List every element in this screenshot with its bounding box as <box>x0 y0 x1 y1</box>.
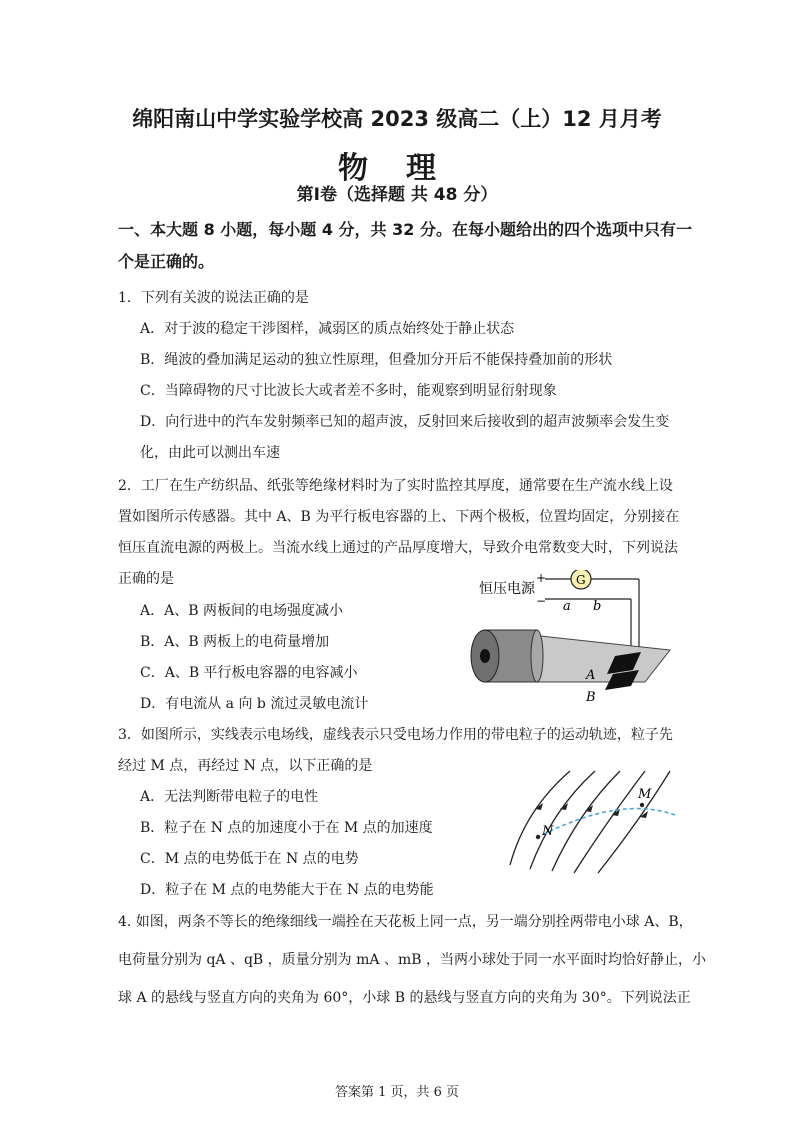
point-n-label: N <box>542 824 554 839</box>
q1-option-a: A．对于波的稳定干涉图样，减弱区的质点始终处于静止状态 <box>140 321 515 337</box>
minus-terminal-label: − <box>536 594 547 608</box>
q2-option-b: B．A、B 两板上的电荷量增加 <box>140 634 330 650</box>
galvanometer-label: G <box>576 573 586 587</box>
q4-stem-line1: 4. 如图，两条不等长的绝缘细线一端拴在天花板上同一点，另一端分别拴两带电小球 A、B， <box>118 914 693 930</box>
plate-b-label: B <box>586 690 596 705</box>
q3-option-d: D．粒子在 M 点的电势能大于在 N 点的电势能 <box>140 882 434 898</box>
page-footer: 答案第 1 页，共 6 页 <box>334 1085 460 1100</box>
electric-field-figure <box>500 765 680 875</box>
q2-option-d: D．有电流从 a 向 b 流过灵敏电流计 <box>140 696 369 712</box>
q4-stem-line2: 电荷量分别为 qA 、qB ，质量分别为 mA 、mB ，当两小球处于同一水平面时均恰好静止，小 <box>118 952 706 968</box>
q4-stem-line3: 球 A 的悬线与竖直方向的夹角为 60°，小球 B 的悬线与竖直方向的夹角为 30°。下列说法正 <box>118 990 691 1006</box>
q2-stem-line4: 正确的是 <box>118 571 174 587</box>
field-line <box>552 771 620 871</box>
q2-stem-line1: 2．工厂在生产纺织品、纸张等绝缘材料时为了实时监控其厚度，通常要在生产流水线上设 <box>118 478 673 494</box>
point-m-label: M <box>638 787 652 802</box>
q1-option-d-line1: D．向行进中的汽车发射频率已知的超声波，反射回来后接收到的超声波频率会发生变 <box>140 414 670 430</box>
q2-stem-line3: 恒压直流电源的两极上。当流水线上通过的产品厚度增大，导致介电常数变大时，下列说法 <box>118 540 678 556</box>
section-instruction-line1: 一、本大题 8 小题，每小题 4 分，共 32 分。在每小题给出的四个选项中只有一 <box>118 220 692 239</box>
q2-option-c: C．A、B 平行板电容器的电容减小 <box>140 665 358 681</box>
q1-option-b: B．绳波的叠加满足运动的独立性原理，但叠加分开后不能保持叠加前的形状 <box>140 352 613 368</box>
q3-stem-line1: 3．如图所示，实线表示电场线，虚线表示只受电场力作用的带电粒子的运动轨迹，粒子先 <box>118 727 673 743</box>
q1-option-d-line2: 化，由此可以测出车速 <box>140 445 280 461</box>
q3-option-c: C．M 点的电势低于在 N 点的电势 <box>140 851 359 867</box>
field-line <box>510 771 570 865</box>
power-source-label: 恒压电源 <box>479 581 535 597</box>
section-instruction-line2: 个是正确的。 <box>118 252 215 271</box>
q1-option-c: C．当障碍物的尺寸比波长大或者差不多时，能观察到明显衍射现象 <box>140 383 557 399</box>
q2-option-a: A．A、B 两板间的电场强度减小 <box>140 603 343 619</box>
q1-stem: 1．下列有关波的说法正确的是 <box>118 290 309 306</box>
q2-stem-line2: 置如图所示传感器。其中 A、B 为平行板电容器的上、下两个极板，位置均固定，分别接在 <box>118 509 680 525</box>
subject-heading: 物理 <box>338 151 474 186</box>
plate-a-label: A <box>586 668 596 683</box>
q3-option-a: A．无法判断带电粒子的电性 <box>140 789 319 805</box>
point-n-marker <box>536 835 540 839</box>
exam-title: 绵阳南山中学实验学校高 2023 级高二（上）12 月月考 <box>132 107 662 131</box>
q3-option-b: B．粒子在 N 点的加速度小于在 M 点的加速度 <box>140 820 433 836</box>
plus-terminal-label: + <box>536 571 547 585</box>
capacitor-sensor-figure <box>465 570 680 705</box>
point-a-label: a <box>563 599 571 614</box>
q3-stem-line2: 经过 M 点，再经过 N 点，以下正确的是 <box>118 758 373 774</box>
point-b-label: b <box>593 599 602 614</box>
volume-heading: 第Ⅰ卷（选择题 共 48 分） <box>296 185 498 205</box>
point-m-marker <box>640 803 644 807</box>
field-line <box>530 771 595 869</box>
